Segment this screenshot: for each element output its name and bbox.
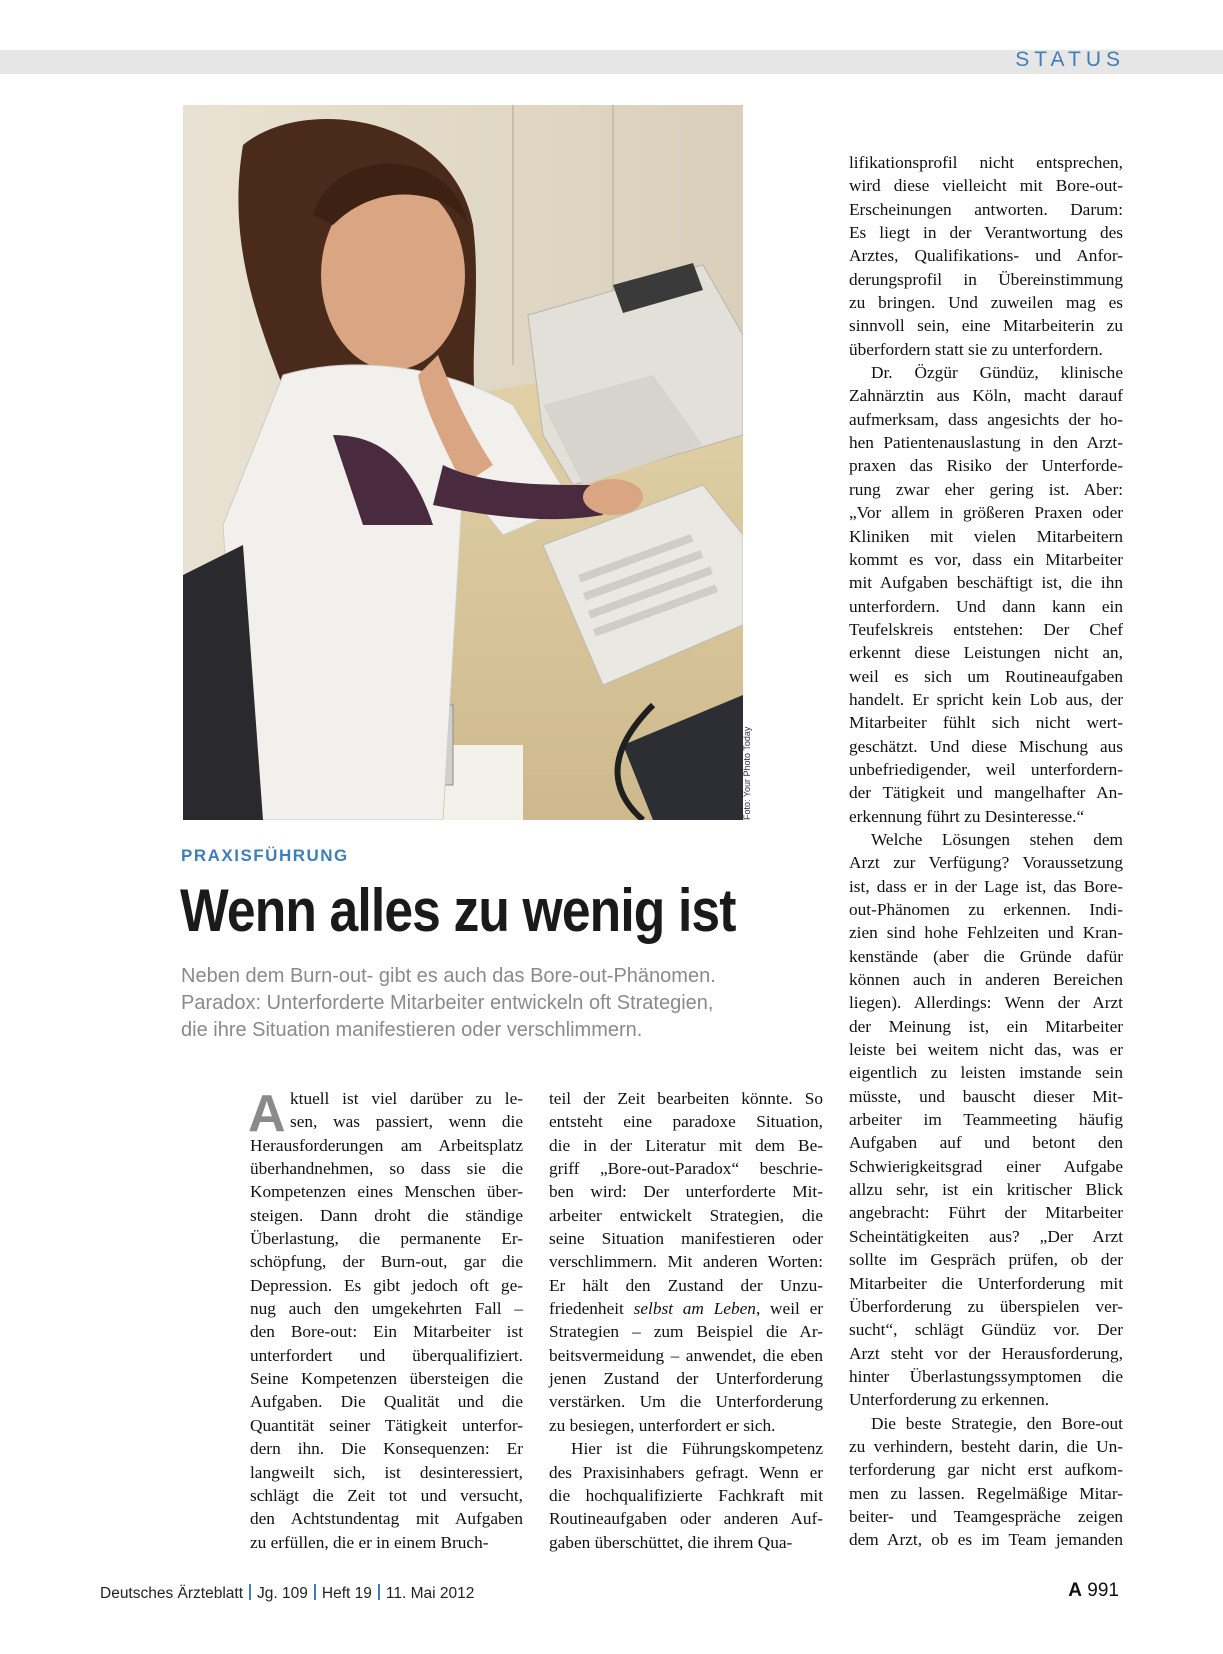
- text-line: sinnvoll sein, eine Mitarbeiterin zu: [849, 316, 1123, 336]
- text-line: die hochqualifizierte Fachkraft mit: [549, 1485, 823, 1505]
- photo-illustration: [183, 105, 743, 820]
- text-line: teil der Zeit bearbeiten könnte. So: [549, 1089, 823, 1108]
- text-line: nug auch den umgekehrten Fall –: [250, 1299, 523, 1319]
- article-kicker: PRAXISFÜHRUNG: [181, 846, 349, 865]
- text-line: Quantität seiner Tätigkeit unterfor-: [250, 1415, 523, 1435]
- text-line: handelt. Er spricht kein Lob aus, der: [849, 689, 1123, 709]
- photo-credit: Foto: Your Photo Today: [742, 726, 752, 820]
- text-line: geschätzt. Und diese Mischung aus: [849, 736, 1123, 756]
- text-line: weil es sich um Routineaufgaben: [849, 666, 1123, 686]
- lead-line: Neben dem Burn-out- gibt es auch das Bore-out-Phänomen.: [181, 965, 716, 987]
- text-line: Routineaufgaben oder anderen Auf-: [549, 1509, 823, 1529]
- text-line: beitsvermeidung – anwendet, die eben: [549, 1345, 823, 1365]
- text-line: der Tätigkeit und mangelhafter An-: [849, 783, 1123, 803]
- text-column-3: [849, 151, 1123, 1552]
- article-title: Wenn alles zu wenig ist: [180, 877, 736, 944]
- text-line: Hier ist die Führungskompetenz: [571, 1439, 823, 1459]
- text-line: schlägt die Zeit tot und versucht,: [250, 1485, 523, 1505]
- text-line: Überlastung, die permanente Er-: [250, 1229, 523, 1249]
- text-line: praxen das Risiko der Unterforde-: [849, 456, 1123, 476]
- text-line: arbeiter entwickelt Strategien, die: [549, 1205, 823, 1225]
- text-line: ben wird: Der unterforderte Mit-: [549, 1182, 823, 1202]
- text-line: schöpfung, der Burn-out, gar die: [250, 1252, 523, 1272]
- text-line: derungsprofil in Übereinstimmung: [849, 269, 1123, 289]
- text-line: Er hält den Zustand der Unzu-: [549, 1275, 823, 1295]
- text-line: Erscheinungen antworten. Darum:: [849, 199, 1123, 219]
- text-line: griff „Bore-out-Paradox“ beschrie-: [549, 1159, 823, 1179]
- text-line: Depression. Es gibt jedoch oft ge-: [250, 1275, 523, 1295]
- text-line: Arzt zur Verfügung? Voraussetzung: [849, 853, 1123, 873]
- text-line: kenstände (aber die Gründe dafür: [849, 946, 1123, 966]
- section-label: STATUS: [1015, 48, 1125, 71]
- text-line: eigentlich zu leisten imstande sein: [849, 1063, 1123, 1083]
- lead-line: die ihre Situation manifestieren oder verschlimmern.: [181, 1019, 643, 1041]
- text-line: liegen). Allerdings: Wenn der Arzt: [849, 993, 1123, 1013]
- journal-footer: [100, 1584, 474, 1603]
- article-photo: [183, 105, 743, 820]
- text-line: sen, was passiert, wenn die: [290, 1112, 523, 1132]
- text-line: allzu sehr, ist ein kritischer Blick: [849, 1180, 1123, 1200]
- text-line: hinter Überlastungssymptomen die: [849, 1366, 1123, 1386]
- text-line: den Achtstundentag mit Aufgaben: [250, 1509, 523, 1529]
- text-line: Schwierigkeitsgrad einer Aufgabe: [849, 1156, 1123, 1176]
- text-line: zien sind hohe Fehlzeiten und Kran-: [849, 923, 1123, 943]
- footer-separator: [378, 1584, 380, 1600]
- text-line: arbeiter im Teammeeting häufig: [849, 1110, 1123, 1130]
- footer-separator: [314, 1584, 316, 1600]
- text-line: mit Aufgaben beschäftigt ist, die ihn: [849, 573, 1123, 593]
- text-line: unterfordern. Und dann kann ein: [849, 596, 1123, 616]
- text-line: entsteht eine paradoxe Situation,: [549, 1112, 823, 1132]
- text-line: sollte im Gespräch prüfen, ob der: [849, 1250, 1123, 1270]
- article-lead: [181, 963, 831, 1044]
- text-line: die in der Literatur mit dem Be-: [549, 1135, 823, 1155]
- text-line: Es liegt in der Verantwortung des: [849, 223, 1123, 243]
- text-line: kommt es vor, dass ein Mitarbeiter: [849, 549, 1123, 569]
- text-line: terforderung gar nicht erst aufkom-: [849, 1460, 1123, 1480]
- text-line: dern ihn. Die Konsequenzen: Er: [250, 1439, 523, 1459]
- text-line: überfordern statt sie zu unterfordern.: [849, 339, 1103, 359]
- text-line: Kliniken mit vielen Mitarbeitern: [849, 526, 1123, 546]
- text-line: seine Situation manifestieren oder: [549, 1229, 823, 1249]
- text-line: überhandnehmen, so dass sie die: [250, 1159, 523, 1179]
- text-line: Dr. Özgür Gündüz, klinische: [871, 363, 1123, 383]
- text-line: den Bore-out: Ein Mitarbeiter ist: [250, 1322, 523, 1342]
- text-line: ktuell ist viel darüber zu le-: [290, 1089, 523, 1108]
- text-line: Kompetenzen eines Menschen über-: [250, 1182, 523, 1202]
- text-line: zu bringen. Und zuweilen mag es: [849, 293, 1123, 313]
- drop-cap: A: [248, 1085, 286, 1143]
- text-line: unterfordert und überqualifiziert.: [250, 1345, 523, 1365]
- text-line: out-Phänomen zu erkennen. Indi-: [849, 900, 1123, 919]
- text-line: aufmerksam, dass angesichts der ho-: [849, 409, 1123, 429]
- text-line: leiste bei weitem nicht das, was er: [849, 1040, 1123, 1060]
- text-line: wird diese vielleicht mit Bore-out-: [849, 176, 1123, 196]
- text-line: können auch in anderen Bereichen: [849, 970, 1123, 990]
- text-line: Seine Kompetenzen übersteigen die: [250, 1369, 523, 1389]
- text-line: ist, dass er in der Lage ist, das Bore-: [849, 876, 1123, 896]
- text-line: Aufgaben. Die Qualität und die: [250, 1392, 523, 1412]
- text-line: verstärken. Um die Unterforderung: [549, 1392, 823, 1412]
- lead-line: Paradox: Unterforderte Mitarbeiter entwickeln oft Strategien,: [181, 992, 714, 1014]
- text-line: beiter- und Teamgespräche zeigen: [849, 1506, 1123, 1526]
- text-line: Arztes, Qualifikations- und Anfor-: [849, 246, 1123, 266]
- text-line: Mitarbeiter fühlt sich nicht wert-: [849, 713, 1123, 733]
- text-line: Strategien – zum Beispiel die Ar-: [549, 1322, 823, 1342]
- text-line: Die beste Strategie, den Bore-out: [871, 1413, 1123, 1433]
- text-line: erkennung führt zu Desinteresse.“: [849, 806, 1085, 826]
- text-line: steigen. Dann droht die ständige: [250, 1205, 523, 1225]
- text-line: der Meinung ist, ein Mitarbeiter: [849, 1016, 1123, 1036]
- text-line: gaben überschüttet, die ihrem Qua-: [549, 1532, 793, 1552]
- text-line: Überforderung zu überspielen ver-: [849, 1296, 1123, 1316]
- text-line: erkennt diese Leistungen nicht an,: [849, 643, 1123, 663]
- page-prefix: A: [1068, 1580, 1083, 1601]
- text-line: sucht“, schlägt Gündüz vor. Der: [849, 1320, 1123, 1340]
- text-line: lifikationsprofil nicht entsprechen,: [849, 153, 1123, 172]
- text-line: unbefriedigender, weil unterfordern-: [849, 759, 1123, 779]
- text-line: men zu lassen. Regelmäßige Mitar-: [849, 1483, 1123, 1503]
- text-line: Welche Lösungen stehen dem: [871, 829, 1123, 849]
- journal-name: Deutsches Ärzteblatt: [100, 1585, 244, 1602]
- text-line: dem Arzt, ob es im Team jemanden: [849, 1530, 1123, 1550]
- text-line: Unterforderung zu erkennen.: [849, 1390, 1050, 1410]
- text-line: müsste, und bauscht dieser Mit-: [849, 1086, 1123, 1106]
- journal-issue: Heft 19: [321, 1585, 372, 1602]
- text-line: Zahnärztin aus Köln, macht darauf: [849, 386, 1123, 406]
- text-line: des Praxisinhabers gefragt. Wenn er: [549, 1462, 823, 1482]
- footer-separator: [249, 1584, 251, 1600]
- text-line: jenen Zustand der Unterforderung: [549, 1369, 823, 1389]
- text-line: Mitarbeiter die Unterforderung mit: [849, 1273, 1123, 1293]
- page-number: [1068, 1580, 1119, 1602]
- text-line: zu besiegen, unterfordert er sich.: [549, 1415, 776, 1435]
- text-line: zu verhindern, besteht darin, die Un-: [849, 1436, 1123, 1456]
- text-line: angebracht: Führt der Mitarbeiter: [849, 1203, 1123, 1223]
- text-line: Teufelskreis entstehen: Der Chef: [849, 619, 1123, 639]
- text-line: rung zwar eher gering ist. Aber:: [849, 479, 1123, 499]
- text-column-2: [549, 1087, 823, 1554]
- text-line: „Vor allem in größeren Praxen oder: [849, 503, 1123, 523]
- text-line: verschlimmern. Mit anderen Worten:: [549, 1252, 823, 1272]
- text-line: zu erfüllen, die er in einem Bruch-: [250, 1532, 489, 1552]
- text-line: hen Patientenauslastung in den Arzt-: [849, 433, 1123, 453]
- text-line: Scheintätigkeiten aus? „Der Arzt: [849, 1226, 1123, 1246]
- text-line: Arzt steht vor der Herausforderung,: [849, 1343, 1123, 1363]
- text-line: Aufgaben auf und betont den: [849, 1133, 1123, 1153]
- journal-volume: Jg. 109: [257, 1585, 308, 1602]
- text-line: friedenheit selbst am Leben, weil er: [549, 1299, 824, 1319]
- text-line: Herausforderungen am Arbeitsplatz: [250, 1135, 523, 1155]
- page-number-value: 991: [1087, 1580, 1119, 1601]
- text-line: langweilt sich, ist desinteressiert,: [250, 1462, 523, 1482]
- text-column-1: [250, 1087, 523, 1554]
- journal-date: 11. Mai 2012: [385, 1585, 475, 1602]
